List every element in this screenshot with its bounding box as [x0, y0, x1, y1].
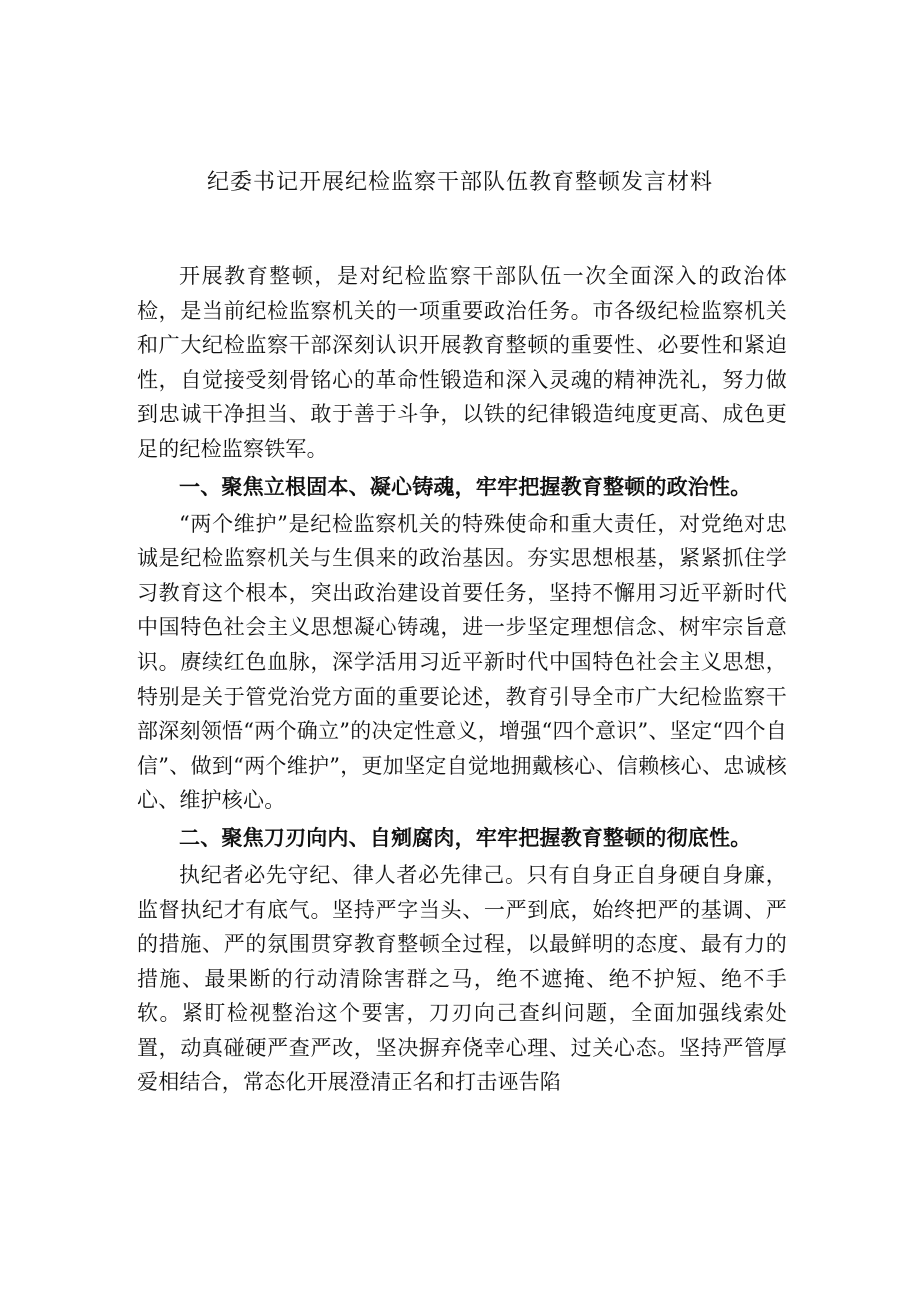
section-2-paragraph: 执纪者必先守纪、律人者必先律己。只有自身正自身硬自身廉，监督执纪才有底气。坚持严字当头、一严到底，始终把严的基调、严的措施、严的氛围贯穿教育整顿全过程，以最鲜明的态度、最有力的措施、最果断的行动清除害群之马，绝不遮掩、绝不护短、绝不手软。紧盯检视整治这个要害，刀刃向己查纠问题，全面加强线索处置，动真碰硬严查严改，坚决摒弃侥幸心理、过关心态。坚持严管厚爱相结合，常态化开展澄清正名和打击诬告陷 — [137, 862, 787, 1095]
section-2-heading: 二、聚焦刀刃向内、自剜腐肉，牢牢把握教育整顿的彻底性。 — [179, 825, 752, 850]
document-title: 纪委书记开展纪检监察干部队伍教育整顿发言材料 — [206, 170, 713, 195]
intro-paragraph: 开展教育整顿，是对纪检监察干部队伍一次全面深入的政治体检，是当前纪检监察机关的一项重要政治任务。市各级纪检监察机关和广大纪检监察干部深刻认识开展教育整顿的重要性、必要性和紧迫性，自觉接受刻骨铭心的革命性锻造和深入灵魂的精神洗礼，努力做到忠诚干净担当、敢于善于斗争，以铁的纪律锻造纯度更高、成色更足的纪检监察铁军。 — [137, 264, 787, 461]
section-1-paragraph: “两个维护”是纪检监察机关的特殊使命和重大责任，对党绝对忠诚是纪检监察机关与生俱来的政治基因。夯实思想根基，紧紧抓住学习教育这个根本，突出政治建设首要任务，坚持不懈用习近平新时代中国特色社会主义思想凝心铸魂，进一步坚定理想信念、树牢宗旨意识。赓续红色血脉，深学活用习近平新时代中国特色社会主义思想，特别是关于管党治党方面的重要论述，教育引导全市广大纪检监察干部深刻领悟“两个确立”的决定性意义，增强“四个意识”、坚定“四个自信”、做到“两个维护”，更加坚定自觉地拥戴核心、信赖核心、忠诚核心、维护核心。 — [137, 511, 787, 813]
section-1-heading: 一、聚焦立根固本、凝心铸魂，牢牢把握教育整顿的政治性。 — [179, 474, 752, 499]
document-body — [137, 259, 787, 1100]
